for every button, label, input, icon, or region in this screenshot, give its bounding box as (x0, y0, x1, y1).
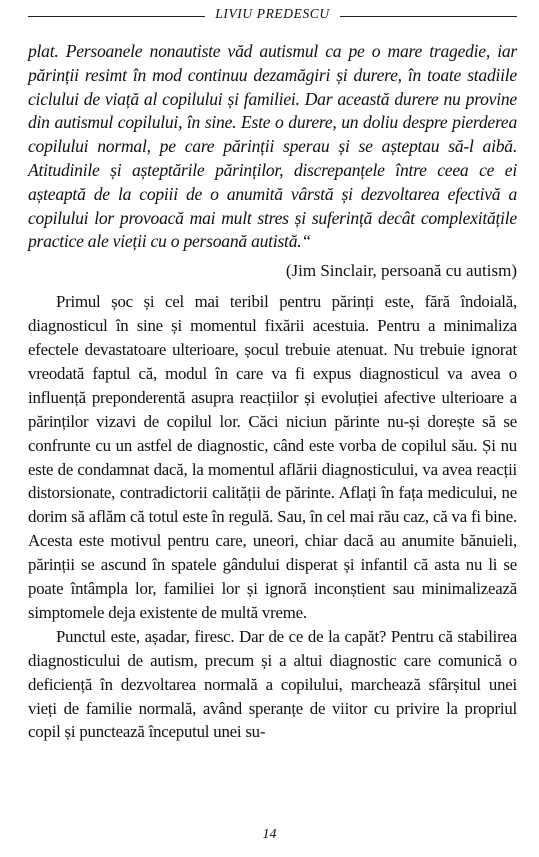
quote-attribution: (Jim Sinclair, persoană cu autism) (285, 261, 517, 281)
page-number: 14 (262, 827, 277, 842)
header-rule-right (340, 16, 517, 17)
body-paragraph-2: Punctul este, așadar, firesc. Dar de ce de la capăt? Pentru că stabilirea diagnosticului de autism, precum și a altui diagnostic care comunică o deficiență în dezvoltarea normală a copilului, marchează sfârșitul unei vieți de familie normală, având speranțe de viitor cu privire la propriul copil și punctează începutul unei su- (28, 626, 517, 742)
header-rule-left (28, 16, 205, 17)
quote-text: plat. Persoanele nonautiste văd autismul ca pe o mare tragedie, iar părinții resimt în mod continuu dezamăgiri și durere, în toate stadiile ciclului de viață al copilului și familiei. Dar această durere nu provine din autismul copilului, în sine. Este o durere, un doliu despre pierderea copilului normal, pe care părinții sperau și se așteptau să-l aibă. Atitudinile și așteptările părinților, discrepanțele între ceea ce ei așteaptă de la copiii de o anumită vârstă și dezvoltarea efectivă a copilului lor provoacă mai mult stres și suferință decât complexitățile practice ale vieții cu o persoană autistă.“ (28, 41, 517, 252)
running-title: LIVIU PREDESCU (215, 6, 330, 21)
page-text (28, 40, 517, 744)
running-header (28, 6, 517, 22)
body-paragraph-1: Primul șoc și cel mai teribil pentru părinți este, fără îndoială, diagnosticul în sine și momentul fixării acestuia. Pentru a minimaliza efectele devastatoare ulterioare, șocul trebuie atenuat. Nu trebuie ignorat vreodată faptul că, modul în care va fi expus diagnosticul va avea o influență preponderentă asupra reacțiilor și evoluției afective ulterioare a părinților vizavi de copilul lor. Căci niciun părinte nu-și dorește să se confrunte cu un astfel de diagnostic, când este vorba de copilul său. Și nu este de condamnat dacă, la momentul aflării diagnosticului, va avea reacții distorsionate, contradictorii calității de părinte. Aflați în fața medicului, ne dorim să aflăm că totul este în regulă. Sau, în cel mai rău caz, că va fi bine. Acesta este motivul pentru care, uneori, chiar dacă au anumite bănuieli, părinții se ascund în spatele gândului disperat și infantil că asta nu li se poate întâmpla lor, familiei lor și ignoră inconștient sau minimalizează simptomele deja existente de multă vreme. (28, 292, 517, 622)
